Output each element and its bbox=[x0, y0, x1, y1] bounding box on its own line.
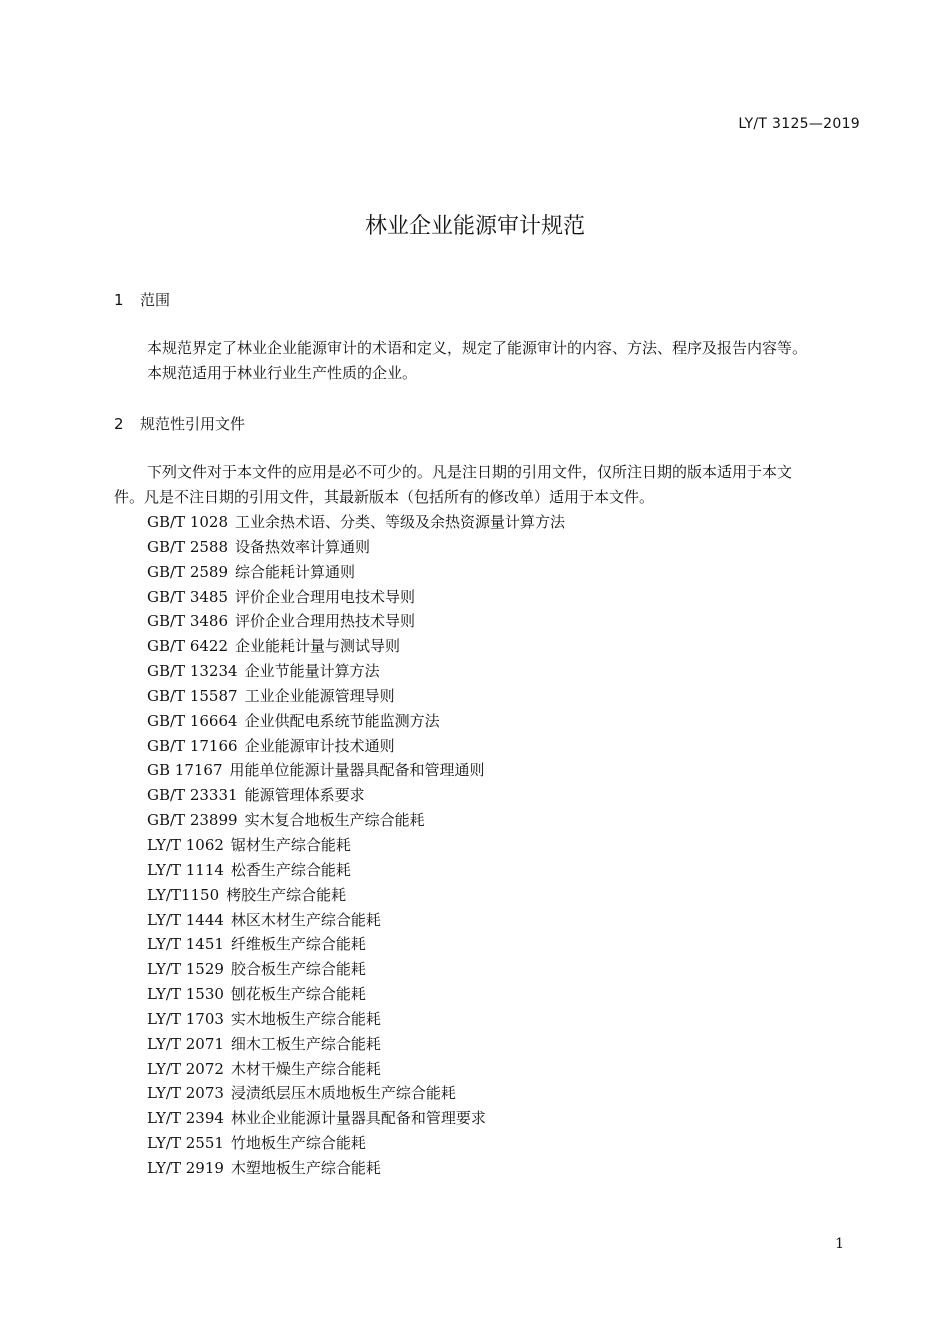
reference-code: GB/T 15587 bbox=[147, 686, 238, 705]
reference-code: LY/T 1062 bbox=[147, 835, 224, 854]
reference-title: 工业企业能源管理导则 bbox=[244, 686, 395, 705]
document-title: 林业企业能源审计规范 bbox=[364, 214, 585, 239]
reference-item bbox=[147, 535, 565, 560]
page-number: 1 bbox=[835, 1236, 844, 1252]
reference-title: 胶合板生产综合能耗 bbox=[230, 960, 366, 979]
reference-title: 综合能耗计算通则 bbox=[235, 562, 356, 581]
reference-title: 林区木材生产综合能耗 bbox=[230, 910, 381, 929]
reference-code: GB/T 23899 bbox=[147, 811, 238, 830]
section-1-number: 1 bbox=[114, 291, 124, 309]
reference-item bbox=[147, 659, 565, 684]
reference-code: LY/T 2919 bbox=[147, 1158, 224, 1177]
reference-item bbox=[147, 709, 565, 734]
reference-code: GB/T 2589 bbox=[147, 562, 229, 581]
reference-code: GB/T 17166 bbox=[147, 736, 238, 755]
reference-code: LY/T 1703 bbox=[147, 1009, 224, 1028]
section-1-title: 范围 bbox=[140, 291, 171, 309]
reference-title: 细木工板生产综合能耗 bbox=[230, 1034, 381, 1053]
reference-code: GB/T 13234 bbox=[147, 662, 238, 681]
reference-code: LY/T 1530 bbox=[147, 985, 224, 1004]
reference-item bbox=[147, 1131, 565, 1156]
reference-item bbox=[147, 1156, 565, 1181]
reference-item bbox=[147, 883, 565, 908]
reference-code: LY/T 2072 bbox=[147, 1059, 224, 1078]
reference-item bbox=[147, 1007, 565, 1032]
reference-code: LY/T 2071 bbox=[147, 1034, 224, 1053]
reference-title: 松香生产综合能耗 bbox=[230, 860, 351, 879]
reference-code: LY/T 2551 bbox=[147, 1134, 224, 1153]
reference-item bbox=[147, 734, 565, 759]
reference-title: 评价企业合理用热技术导则 bbox=[235, 612, 416, 631]
reference-item bbox=[147, 858, 565, 883]
reference-item bbox=[147, 932, 565, 957]
reference-code: GB 17167 bbox=[147, 761, 223, 780]
section-1-heading bbox=[114, 289, 170, 310]
reference-title: 实木复合地板生产综合能耗 bbox=[244, 811, 425, 830]
reference-title: 企业供配电系统节能监测方法 bbox=[244, 711, 440, 730]
section-2-heading bbox=[114, 413, 245, 434]
reference-item bbox=[147, 808, 565, 833]
reference-item bbox=[147, 1032, 565, 1057]
reference-code: LY/T 2073 bbox=[147, 1084, 224, 1103]
reference-code: LY/T 1114 bbox=[147, 860, 224, 879]
reference-code: LY/T 1529 bbox=[147, 960, 224, 979]
reference-item bbox=[147, 758, 565, 783]
reference-code: LY/T 2394 bbox=[147, 1109, 224, 1128]
reference-item bbox=[147, 684, 565, 709]
reference-item bbox=[147, 908, 565, 933]
reference-item bbox=[147, 634, 565, 659]
reference-code: LY/T 1451 bbox=[147, 935, 224, 954]
reference-code: GB/T 3486 bbox=[147, 612, 229, 631]
reference-code: GB/T 23331 bbox=[147, 786, 238, 805]
reference-item bbox=[147, 510, 565, 535]
reference-code: LY/T1150 bbox=[147, 885, 220, 904]
reference-title: 能源管理体系要求 bbox=[244, 786, 365, 805]
reference-title: 纤维板生产综合能耗 bbox=[230, 935, 366, 954]
reference-item bbox=[147, 1106, 565, 1131]
reference-code: GB/T 6422 bbox=[147, 637, 229, 656]
section-2-number: 2 bbox=[114, 415, 124, 433]
scope-paragraph-1: 本规范界定了林业企业能源审计的术语和定义，规定了能源审计的内容、方法、程序及报告内容等。 bbox=[147, 339, 808, 357]
references-intro-line-1: 下列文件对于本文件的应用是必不可少的。凡是注日期的引用文件，仅所注日期的版本适用于本文 bbox=[147, 463, 793, 481]
reference-code: GB/T 2588 bbox=[147, 537, 229, 556]
reference-title: 用能单位能源计量器具配备和管理通则 bbox=[229, 761, 485, 780]
reference-title: 竹地板生产综合能耗 bbox=[230, 1134, 366, 1153]
reference-title: 设备热效率计算通则 bbox=[235, 537, 371, 556]
reference-item bbox=[147, 982, 565, 1007]
reference-item bbox=[147, 957, 565, 982]
references-intro-line-2: 件。凡是不注日期的引用文件，其最新版本（包括所有的修改单）适用于本文件。 bbox=[114, 488, 655, 506]
reference-title: 栲胶生产综合能耗 bbox=[226, 885, 347, 904]
reference-title: 刨花板生产综合能耗 bbox=[230, 985, 366, 1004]
reference-code: GB/T 16664 bbox=[147, 711, 238, 730]
reference-item bbox=[147, 560, 565, 585]
reference-item bbox=[147, 1057, 565, 1082]
reference-title: 锯材生产综合能耗 bbox=[230, 835, 351, 854]
reference-code: LY/T 1444 bbox=[147, 910, 224, 929]
reference-title: 浸渍纸层压木质地板生产综合能耗 bbox=[230, 1084, 456, 1103]
reference-title: 企业能源审计技术通则 bbox=[244, 736, 395, 755]
reference-code: GB/T 1028 bbox=[147, 513, 229, 531]
normative-references-list bbox=[147, 510, 565, 1181]
reference-title: 实木地板生产综合能耗 bbox=[230, 1009, 381, 1028]
reference-title: 评价企业合理用电技术导则 bbox=[235, 587, 416, 606]
reference-item bbox=[147, 585, 565, 610]
reference-title: 木材干燥生产综合能耗 bbox=[230, 1059, 381, 1078]
scope-paragraph-2: 本规范适用于林业行业生产性质的企业。 bbox=[147, 364, 418, 382]
reference-item bbox=[147, 833, 565, 858]
reference-code: GB/T 3485 bbox=[147, 587, 229, 606]
reference-item bbox=[147, 1081, 565, 1106]
reference-title: 企业能耗计量与测试导则 bbox=[235, 637, 401, 656]
section-2-title: 规范性引用文件 bbox=[140, 415, 246, 433]
reference-item bbox=[147, 783, 565, 808]
reference-title: 企业节能量计算方法 bbox=[244, 662, 380, 681]
reference-item bbox=[147, 609, 565, 634]
document-code: LY/T 3125—2019 bbox=[738, 116, 860, 132]
reference-title: 林业企业能源计量器具配备和管理要求 bbox=[230, 1109, 486, 1128]
reference-title: 工业余热术语、分类、等级及余热资源量计算方法 bbox=[235, 513, 566, 531]
reference-title: 木塑地板生产综合能耗 bbox=[230, 1158, 381, 1177]
